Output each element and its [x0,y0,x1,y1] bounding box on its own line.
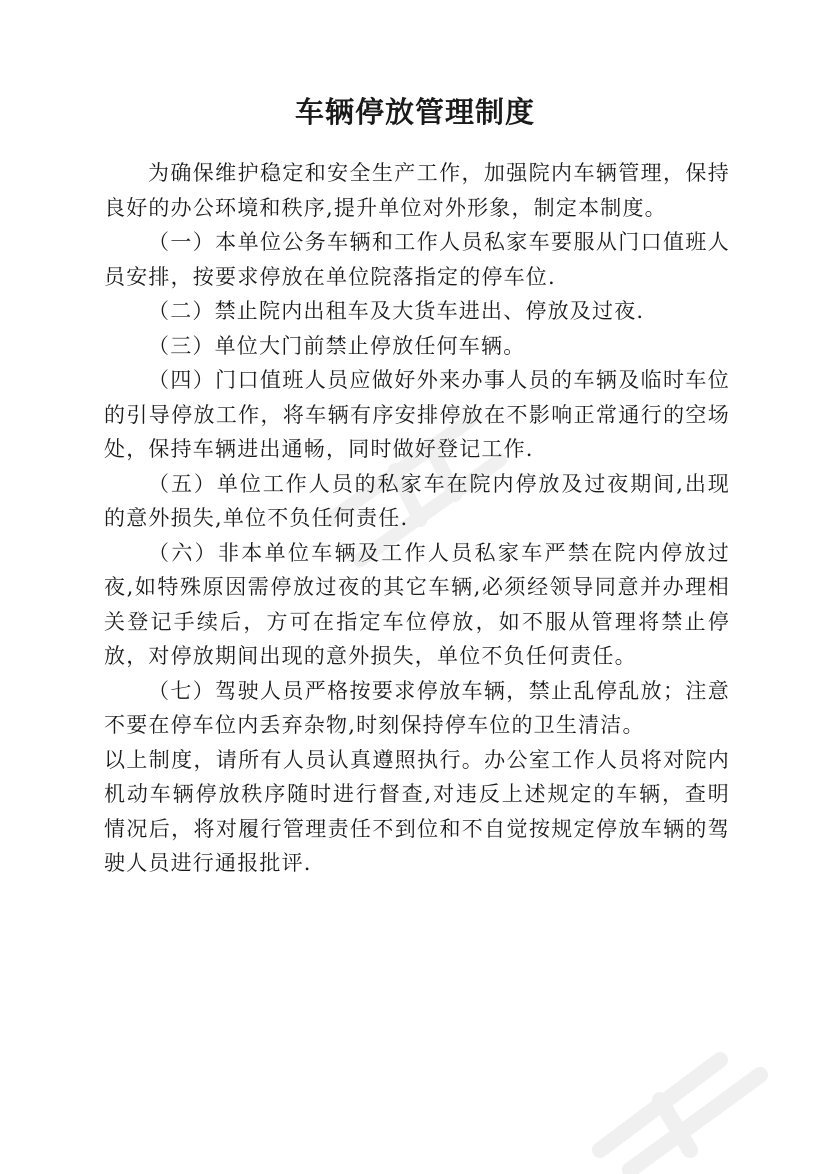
paragraph-rule-3: （三）单位大门前禁止停放任何车辆。 [148,333,526,358]
paragraph-rule-1: （一）本单位公务车辆和工作人员私家车要服从门口值班人员安排，按要求停放在单位院落指定的停车位. [104,230,730,289]
paragraph-rule-6: （六）非本单位车辆及工作人员私家车严禁在院内停放过夜,如特殊原因需停放过夜的其它车辆,必须经领导同意并办理相关登记手续后，方可在指定车位停放，如不服从管理将禁止停放，对停放期间出现的意外损失，单位不负任何责任。 [104,540,730,668]
paragraph-rule-2: （二）禁止院内出租车及大货车进出、停放及过夜. [148,299,645,323]
paragraph-rule-7: （七）驾驶人员严格按要求停放车辆，禁止乱停乱放；注意不要在停车位内丢弃杂物,时刻保持停车位的卫生清洁。 [104,678,730,737]
paragraph-intro: 为确保维护稳定和安全生产工作，加强院内车辆管理，保持良好的办公环境和秩序,提升单位对外形象，制定本制度。 [104,161,730,220]
document-title: 车辆停放管理制度 [294,95,535,129]
paragraph-rule-4: （四）门口值班人员应做好外来办事人员的车辆及临时车位的引导停放工作，将车辆有序安排停放在不影响正常通行的空场处，保持车辆进出通畅，同时做好登记工作. [104,368,730,461]
paragraph-rule-5: （五）单位工作人员的私家车在院内停放及过夜期间,出现的意外损失,单位不负任何责任. [104,471,730,530]
watermark-mark-bottom [600,1060,760,1170]
paragraph-closing: 以上制度，请所有人员认真遵照执行。办公室工作人员将对院内机动车辆停放秩序随时进行督查,对违反上述规定的车辆，查明情况后，将对履行管理责任不到位和不自觉按规定停放车辆的驾驶人员进行通报批评. [104,747,730,875]
document-body [104,156,730,881]
